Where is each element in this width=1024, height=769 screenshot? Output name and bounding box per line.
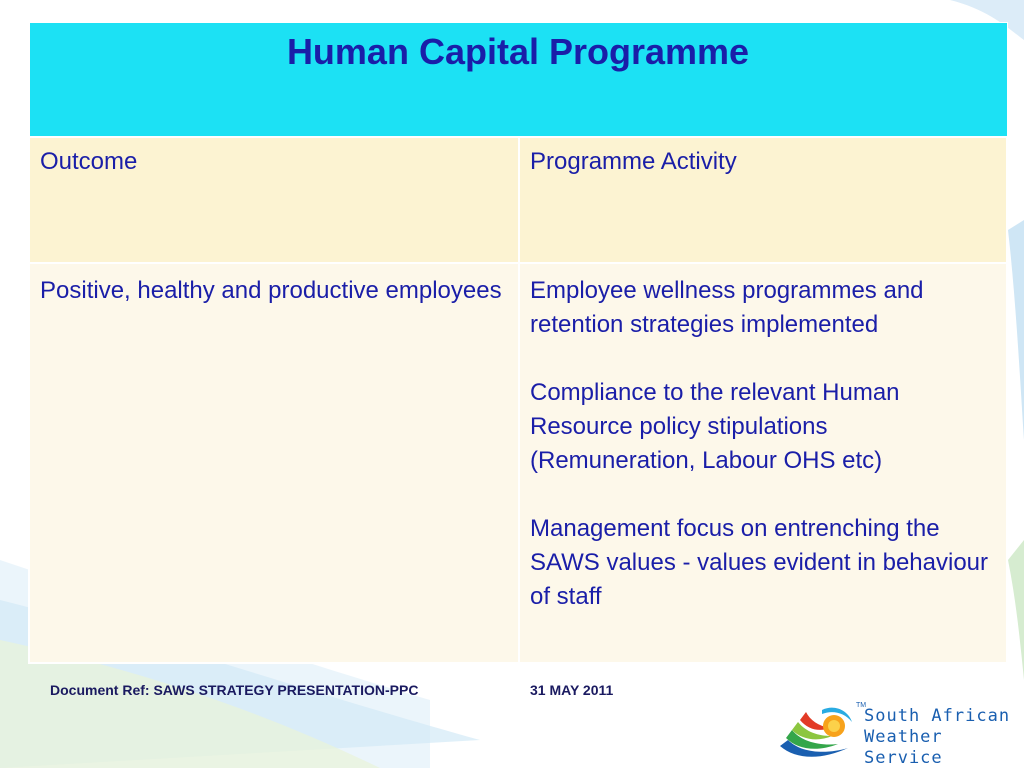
activity-item: Employee wellness programmes and retention strategies implemented — [530, 277, 924, 338]
activity-cell — [519, 263, 1007, 663]
title-row — [29, 23, 1007, 138]
outcome-cell — [29, 263, 519, 663]
saws-logo-icon — [778, 700, 862, 760]
header-outcome: Outcome — [29, 137, 519, 263]
header-activity: Programme Activity — [519, 137, 1007, 263]
saws-logo — [778, 700, 1014, 768]
slide-title: Human Capital Programme — [286, 31, 750, 72]
logo-line-1: South African — [864, 706, 1011, 726]
activity-item: Management focus on entrenching the SAWS values - values evident in behaviour of staff — [530, 515, 989, 610]
outcome-text: Positive, healthy and productive employees — [40, 277, 502, 304]
document-date: 31 MAY 2011 — [530, 682, 614, 698]
document-reference: Document Ref: SAWS STRATEGY PRESENTATION-PPC — [50, 682, 419, 698]
activity-item: Compliance to the relevant Human Resource policy stipulations (Remuneration, Labour OHS etc) — [530, 379, 900, 474]
logo-wordmark — [864, 706, 1014, 769]
logo-trademark: TM — [856, 702, 867, 709]
logo-line-2: Weather Service — [864, 727, 943, 768]
programme-table — [28, 22, 1008, 664]
